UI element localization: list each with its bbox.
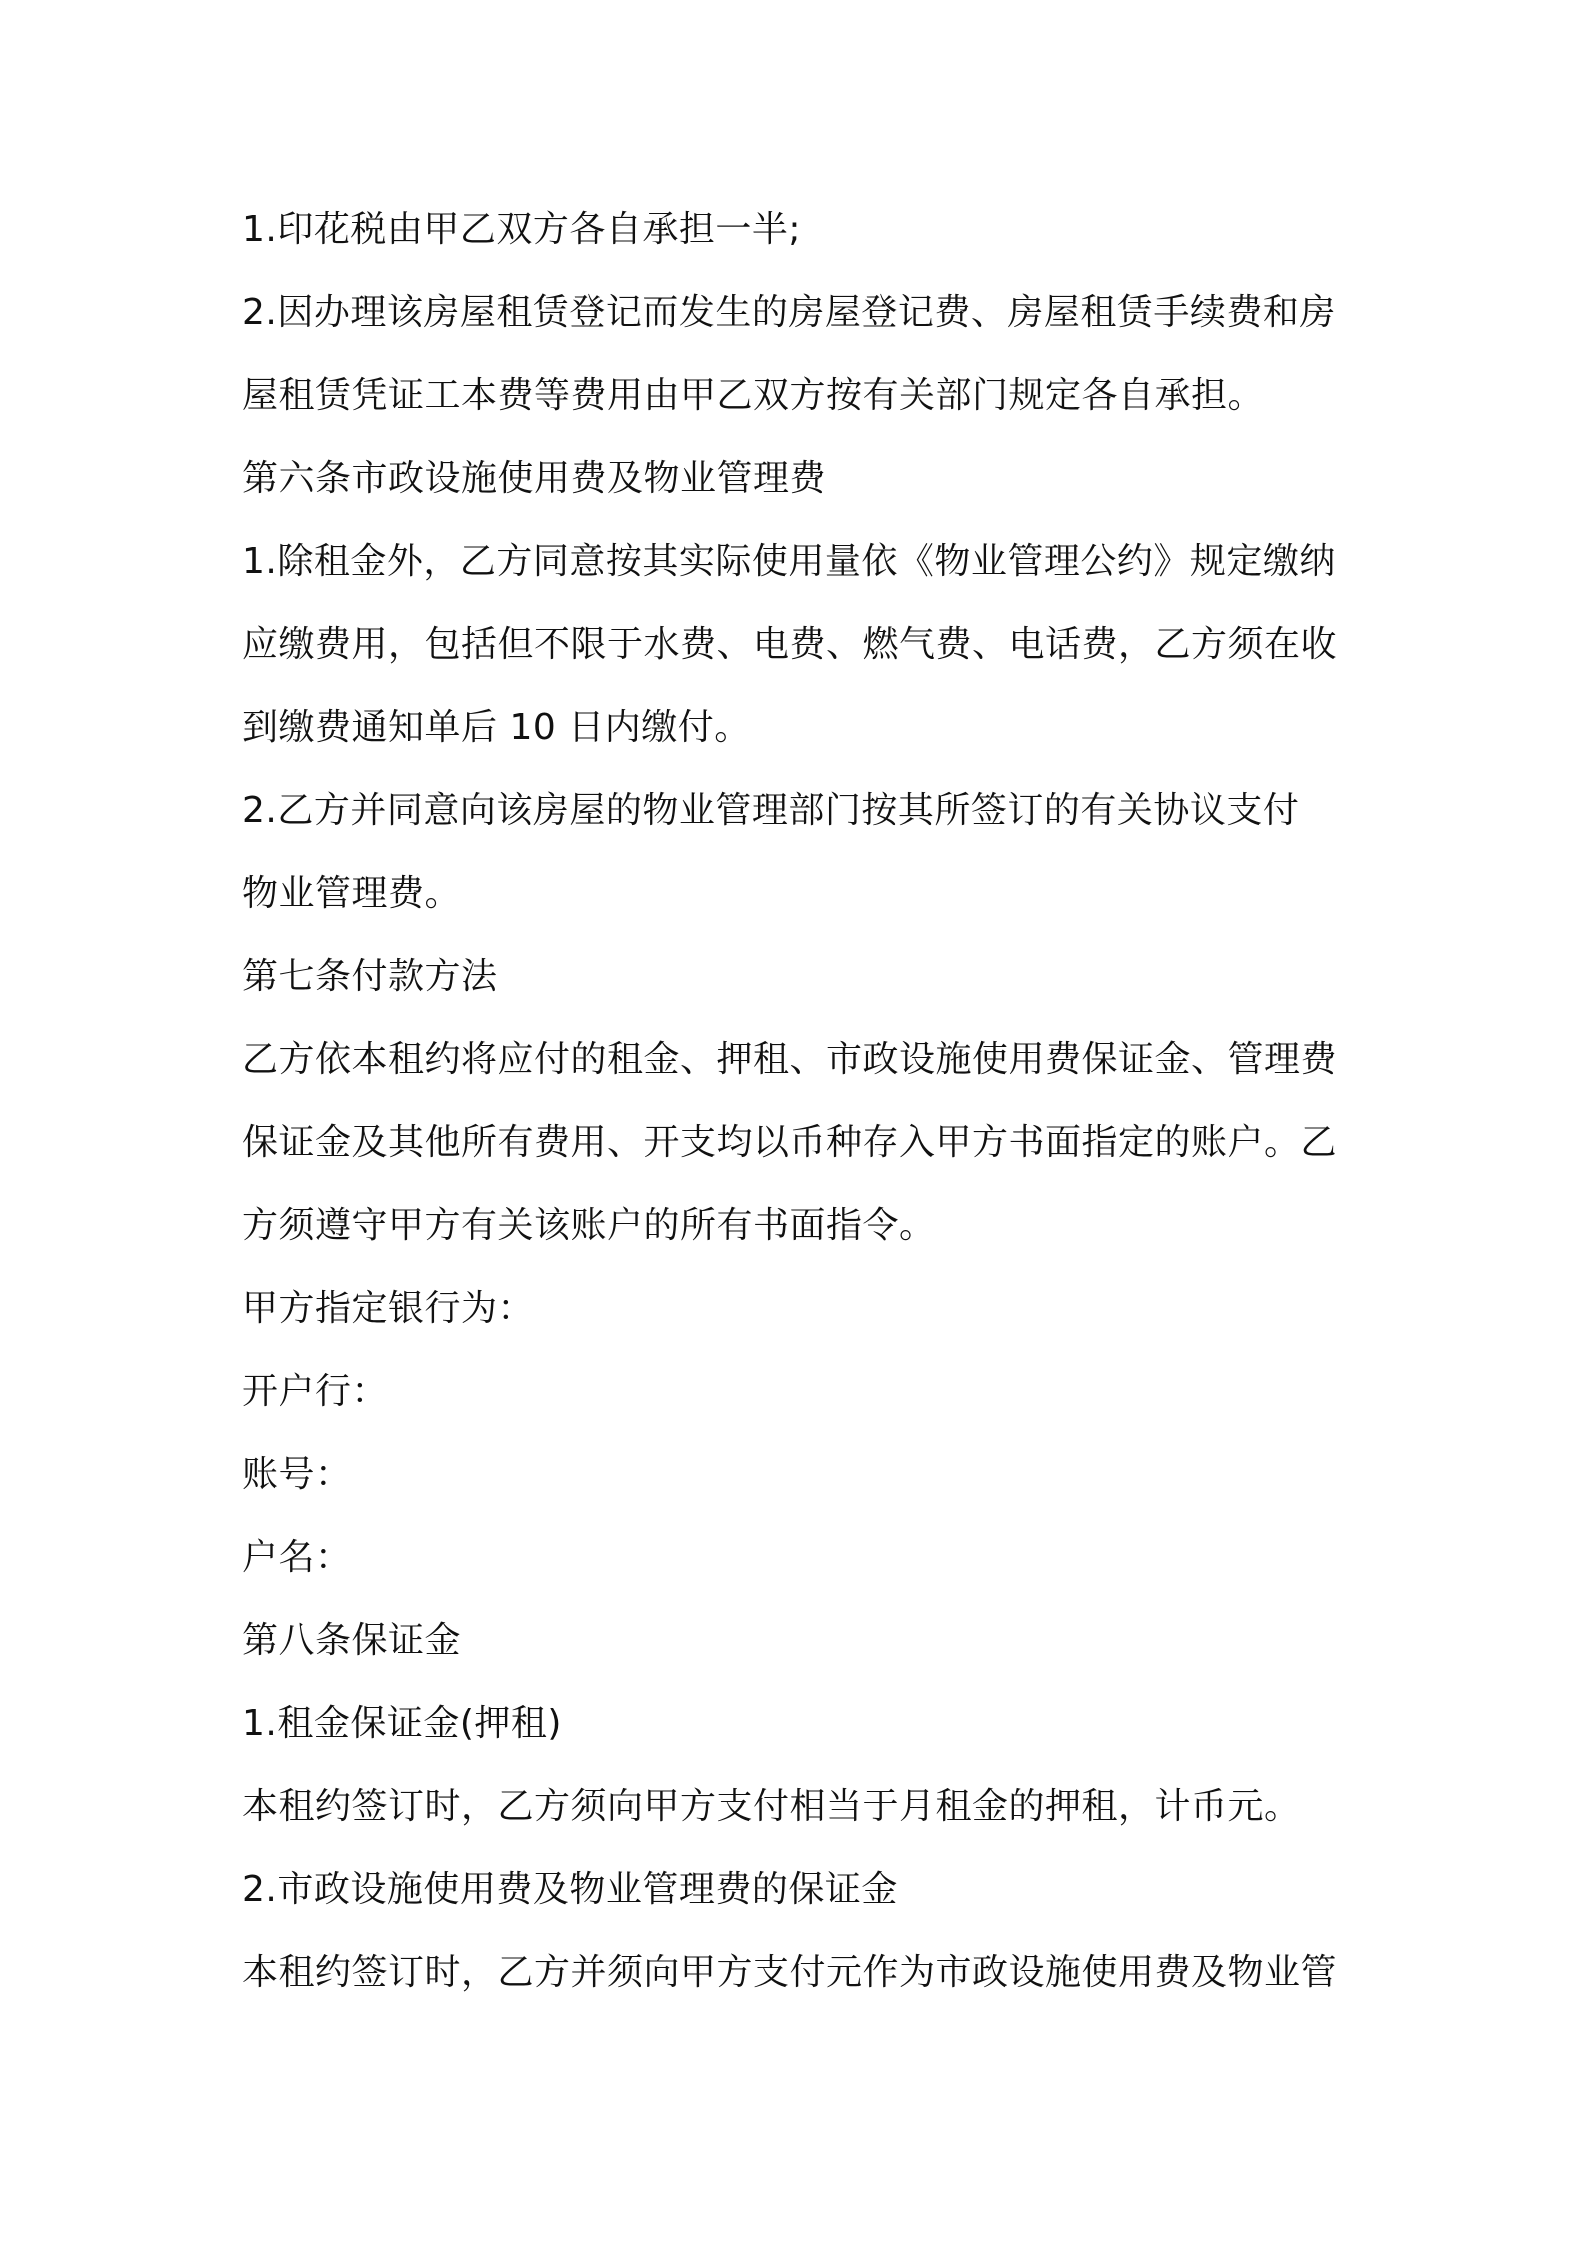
clause-7-body: 乙方依本租约将应付的租金、押租、市政设施使用费保证金、管理费 bbox=[242, 1039, 1338, 1080]
clause-6-item-1-cont: 应缴费用，包括但不限于水费、电费、燃气费、电话费，乙方须在收 bbox=[242, 624, 1338, 665]
clause-7-body-cont: 保证金及其他所有费用、开支均以币种存入甲方书面指定的账户。乙 bbox=[242, 1122, 1338, 1163]
clause-6-item-2: 2.乙方并同意向该房屋的物业管理部门按其所签订的有关协议支付 bbox=[242, 790, 1300, 831]
clause-7-heading: 第七条付款方法 bbox=[242, 956, 498, 997]
clause-7-body-cont-2: 方须遵守甲方有关该账户的所有书面指令。 bbox=[242, 1205, 936, 1246]
clause-8-item-1: 1.租金保证金(押租) bbox=[242, 1703, 562, 1744]
account-number-label: 账号： bbox=[242, 1454, 352, 1495]
clause-6-item-1-cont-2: 到缴费通知单后 10 日内缴付。 bbox=[242, 707, 751, 748]
clause-8-item-1-body: 本租约签订时，乙方须向甲方支付相当于月租金的押租，计币元。 bbox=[242, 1786, 1301, 1827]
clause-6-heading: 第六条市政设施使用费及物业管理费 bbox=[242, 458, 827, 499]
bank-branch-label: 开户行： bbox=[242, 1371, 389, 1412]
clause-8-item-2-body: 本租约签订时，乙方并须向甲方支付元作为市政设施使用费及物业管 bbox=[242, 1952, 1338, 1993]
clause-8-heading: 第八条保证金 bbox=[242, 1620, 462, 1661]
clause-8-item-2: 2.市政设施使用费及物业管理费的保证金 bbox=[242, 1869, 898, 1910]
clause-5-item-2-cont: 屋租赁凭证工本费等费用由甲乙双方按有关部门规定各自承担。 bbox=[242, 375, 1265, 416]
clause-5-item-1: 1.印花税由甲乙双方各自承担一半; bbox=[242, 209, 801, 250]
bank-designation-label: 甲方指定银行为： bbox=[242, 1288, 535, 1329]
clause-6-item-1: 1.除租金外，乙方同意按其实际使用量依《物业管理公约》规定缴纳 bbox=[242, 541, 1336, 582]
clause-6-item-2-cont: 物业管理费。 bbox=[242, 873, 462, 914]
clause-5-item-2: 2.因办理该房屋租赁登记而发生的房屋登记费、房屋租赁手续费和房 bbox=[242, 292, 1336, 333]
account-name-label: 户名： bbox=[242, 1537, 352, 1578]
